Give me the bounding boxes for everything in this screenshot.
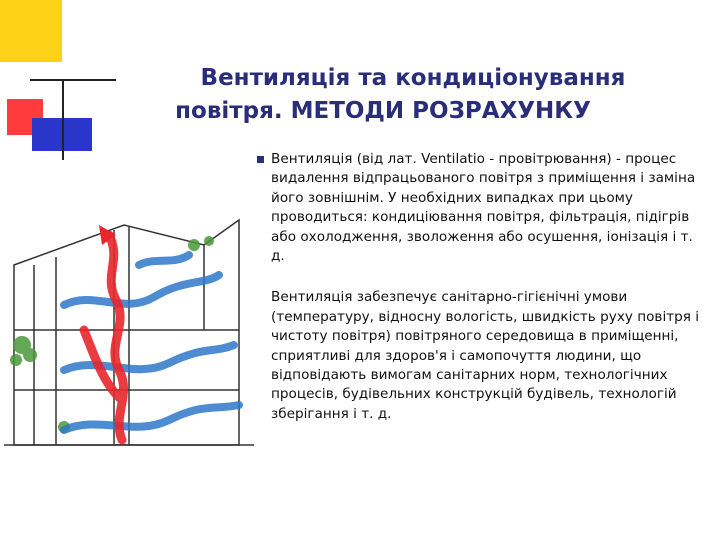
- paragraph-ventilation-purpose: Вентиляція забезпечує санітарно-гігієнічні умови (температуру, відносну вологість, швидкість руху повітря і чистоту повітря) повітряного середовища в приміщенні, сприятливі для здоров'я і самопочуття людини, що відповідають вимогам санітарних норм, технологічних процесів, будівельних конструкцій будівель, технологій зберігання і т. д.: [271, 289, 700, 422]
- bullet-text: Вентиляція (від лат. Ventilatio - провітрювання) - процес видалення відпрацьованого повітря з приміщення і заміна його зовнішнім. У необхідних випадках при цьому проводиться: кондиціювання повітря, фільтрація, підігрів або охолодження, зволоження або осушення, іонізація і т. д.: [271, 151, 696, 265]
- building-ventilation-diagram: [4, 205, 254, 465]
- horizontal-rule: [30, 79, 116, 81]
- title-line-1: Вентиляція та кондиціонування: [200, 65, 626, 91]
- content-body: [257, 150, 707, 424]
- vertical-rule: [62, 80, 64, 160]
- bullet-square-icon: [257, 156, 264, 163]
- bullet-item-ventilation-definition: [257, 150, 707, 266]
- slide-title: [128, 62, 698, 128]
- yellow-square: [0, 0, 62, 62]
- title-line-2: повітря. МЕТОДИ РОЗРАХУНКУ: [175, 98, 591, 124]
